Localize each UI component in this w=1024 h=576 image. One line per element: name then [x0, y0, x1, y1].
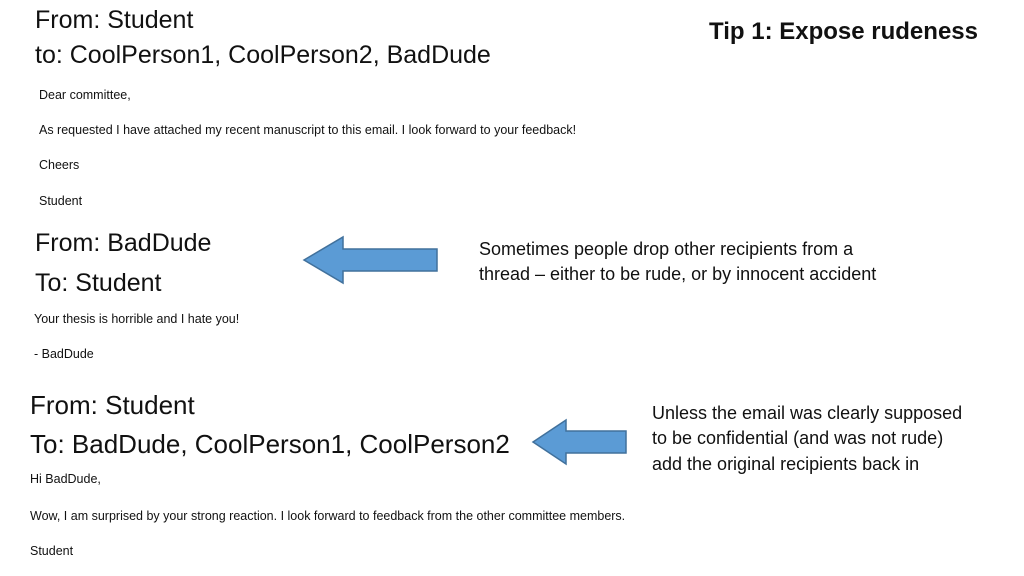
- email-2-to: To: Student: [35, 269, 162, 297]
- email-3-line: Hi BadDude,: [30, 472, 101, 486]
- email-1-to: to: CoolPerson1, CoolPerson2, BadDude: [35, 41, 491, 69]
- note-2-line: Unless the email was clearly supposed: [652, 403, 963, 423]
- note-1-line: thread – either to be rude, or by innocent accident: [479, 264, 877, 284]
- email-3-from: From: Student: [30, 390, 195, 420]
- email-1-line: Student: [39, 194, 83, 208]
- email-2-from: From: BadDude: [35, 229, 212, 257]
- email-1-line: Cheers: [39, 158, 80, 172]
- slide-title: Tip 1: Expose rudeness: [709, 18, 978, 45]
- left-arrow-icon: [532, 419, 630, 465]
- email-3-to: To: BadDude, CoolPerson1, CoolPerson2: [30, 429, 510, 459]
- email-1-from: From: Student: [35, 6, 194, 34]
- email-2-line: Your thesis is horrible and I hate you!: [34, 312, 240, 326]
- email-3-line: Student: [30, 544, 74, 558]
- left-arrow-icon: [303, 236, 443, 284]
- email-3-line: Wow, I am surprised by your strong reaction. I look forward to feedback from the other committee members.: [30, 509, 626, 523]
- note-1-line: Sometimes people drop other recipients from a: [479, 239, 854, 259]
- email-1-line: Dear committee,: [39, 88, 131, 102]
- note-2-line: to be confidential (and was not rude): [652, 428, 944, 448]
- email-2-line: - BadDude: [34, 347, 94, 361]
- note-2-line: add the original recipients back in: [652, 454, 920, 474]
- email-1-line: As requested I have attached my recent manuscript to this email. I look forward to your feedback!: [39, 123, 577, 137]
